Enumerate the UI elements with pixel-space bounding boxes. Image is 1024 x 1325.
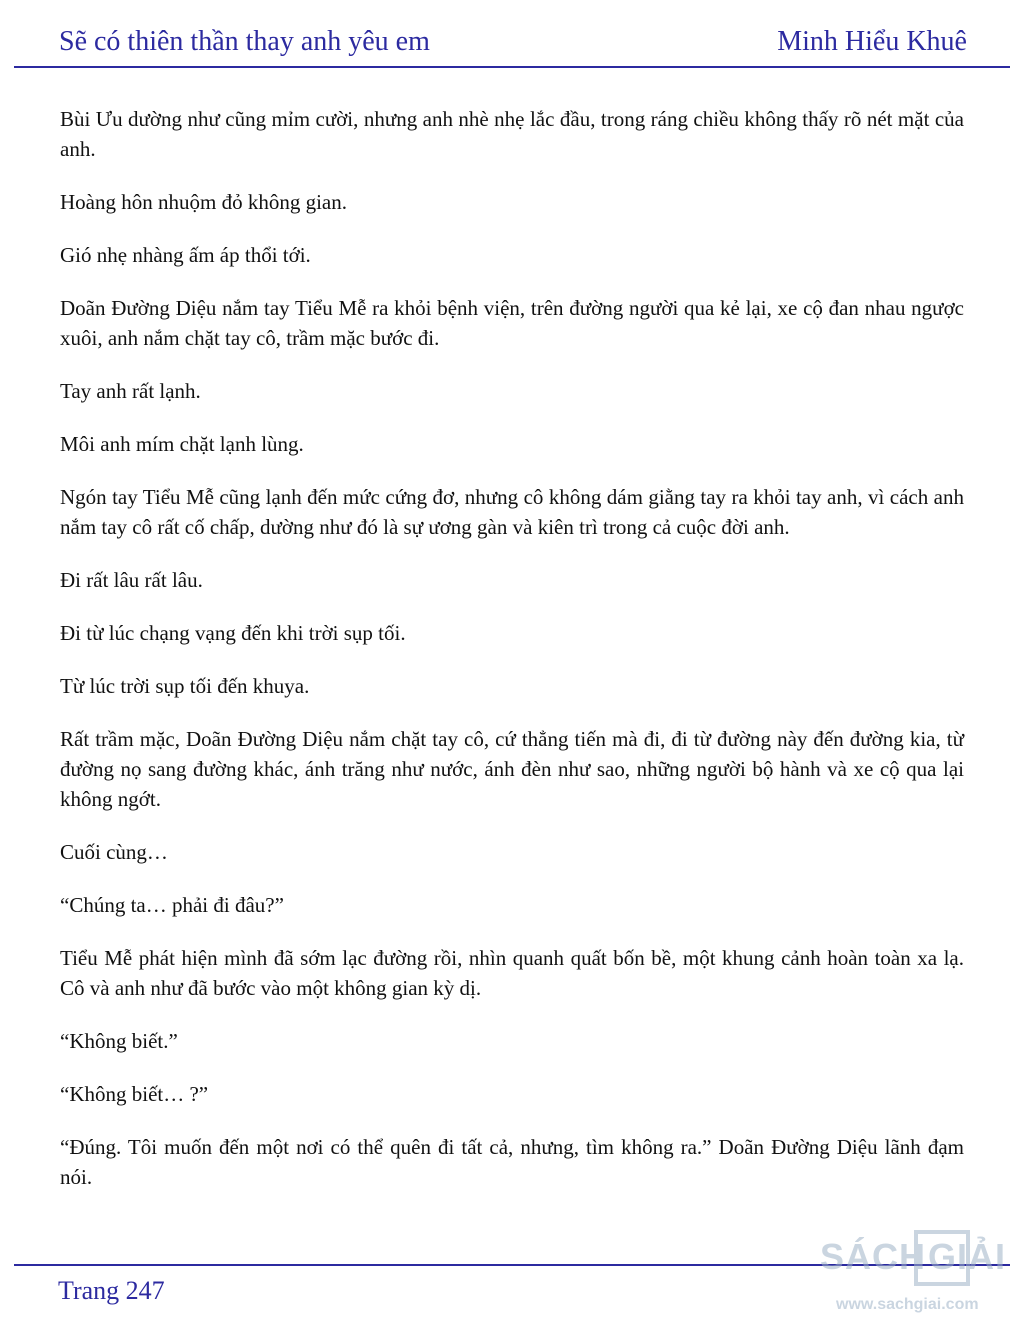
paragraph: Tiểu Mễ phát hiện mình đã sớm lạc đường rồi, nhìn quanh quất bốn bề, một khung cảnh hoàn toàn xa lạ. Cô và anh như đã bước vào một không gian kỳ dị. [60, 946, 964, 1000]
page-body [60, 104, 964, 1215]
watermark-url: www.sachgiai.com [836, 1296, 979, 1313]
paragraph: Từ lúc trời sụp tối đến khuya. [60, 674, 310, 698]
page-number: Trang 247 [58, 1276, 165, 1305]
paragraph: Môi anh mím chặt lạnh lùng. [60, 432, 304, 456]
paragraph: “Không biết… ?” [60, 1082, 209, 1106]
paragraph: Ngón tay Tiểu Mễ cũng lạnh đến mức cứng đơ, nhưng cô không dám giằng tay ra khỏi tay anh, vì cách anh nắm tay cô rất cố chấp, dường như đó là sự ương gàn và kiên trì trong cả cuộc đời anh. [60, 485, 964, 539]
paragraph: “Đúng. Tôi muốn đến một nơi có thể quên đi tất cả, nhưng, tìm không ra.” Doãn Đường Diệu lãnh đạm nói. [60, 1135, 964, 1189]
paragraph: Gió nhẹ nhàng ấm áp thổi tới. [60, 243, 311, 267]
paragraph: Đi rất lâu rất lâu. [60, 568, 203, 592]
watermark-brand-right: GIẢI [928, 1236, 1007, 1277]
paragraph: Hoàng hôn nhuộm đỏ không gian. [60, 190, 347, 214]
paragraph: “Không biết.” [60, 1029, 178, 1053]
paragraph: Bùi Ưu dường như cũng mỉm cười, nhưng anh nhè nhẹ lắc đầu, trong ráng chiều không thấy rõ nét mặt của anh. [60, 107, 964, 161]
paragraph: “Chúng ta… phải đi đâu?” [60, 893, 284, 917]
watermark-brand-left: SÁCH [820, 1236, 927, 1277]
paragraph: Tay anh rất lạnh. [60, 379, 201, 403]
paragraph: Doãn Đường Diệu nắm tay Tiểu Mễ ra khỏi bệnh viện, trên đường người qua kẻ lại, xe cộ đan nhau ngược xuôi, anh nắm chặt tay cô, trầm mặc bước đi. [60, 296, 964, 350]
paragraph: Cuối cùng… [60, 840, 168, 864]
watermark-logo [816, 1222, 1024, 1322]
paragraph: Rất trầm mặc, Doãn Đường Diệu nắm chặt tay cô, cứ thẳng tiến mà đi, đi từ đường này đến đường kia, từ đường nọ sang đường khác, ánh trăng như nước, ánh đèn như sao, những người bộ hành và xe cộ qua lại không ngớt. [60, 727, 964, 811]
paragraph: Đi từ lúc chạng vạng đến khi trời sụp tối. [60, 621, 406, 645]
book-author: Minh Hiểu Khuê [777, 26, 967, 57]
page-header [14, 0, 1010, 68]
book-title: Sẽ có thiên thần thay anh yêu em [59, 26, 430, 57]
